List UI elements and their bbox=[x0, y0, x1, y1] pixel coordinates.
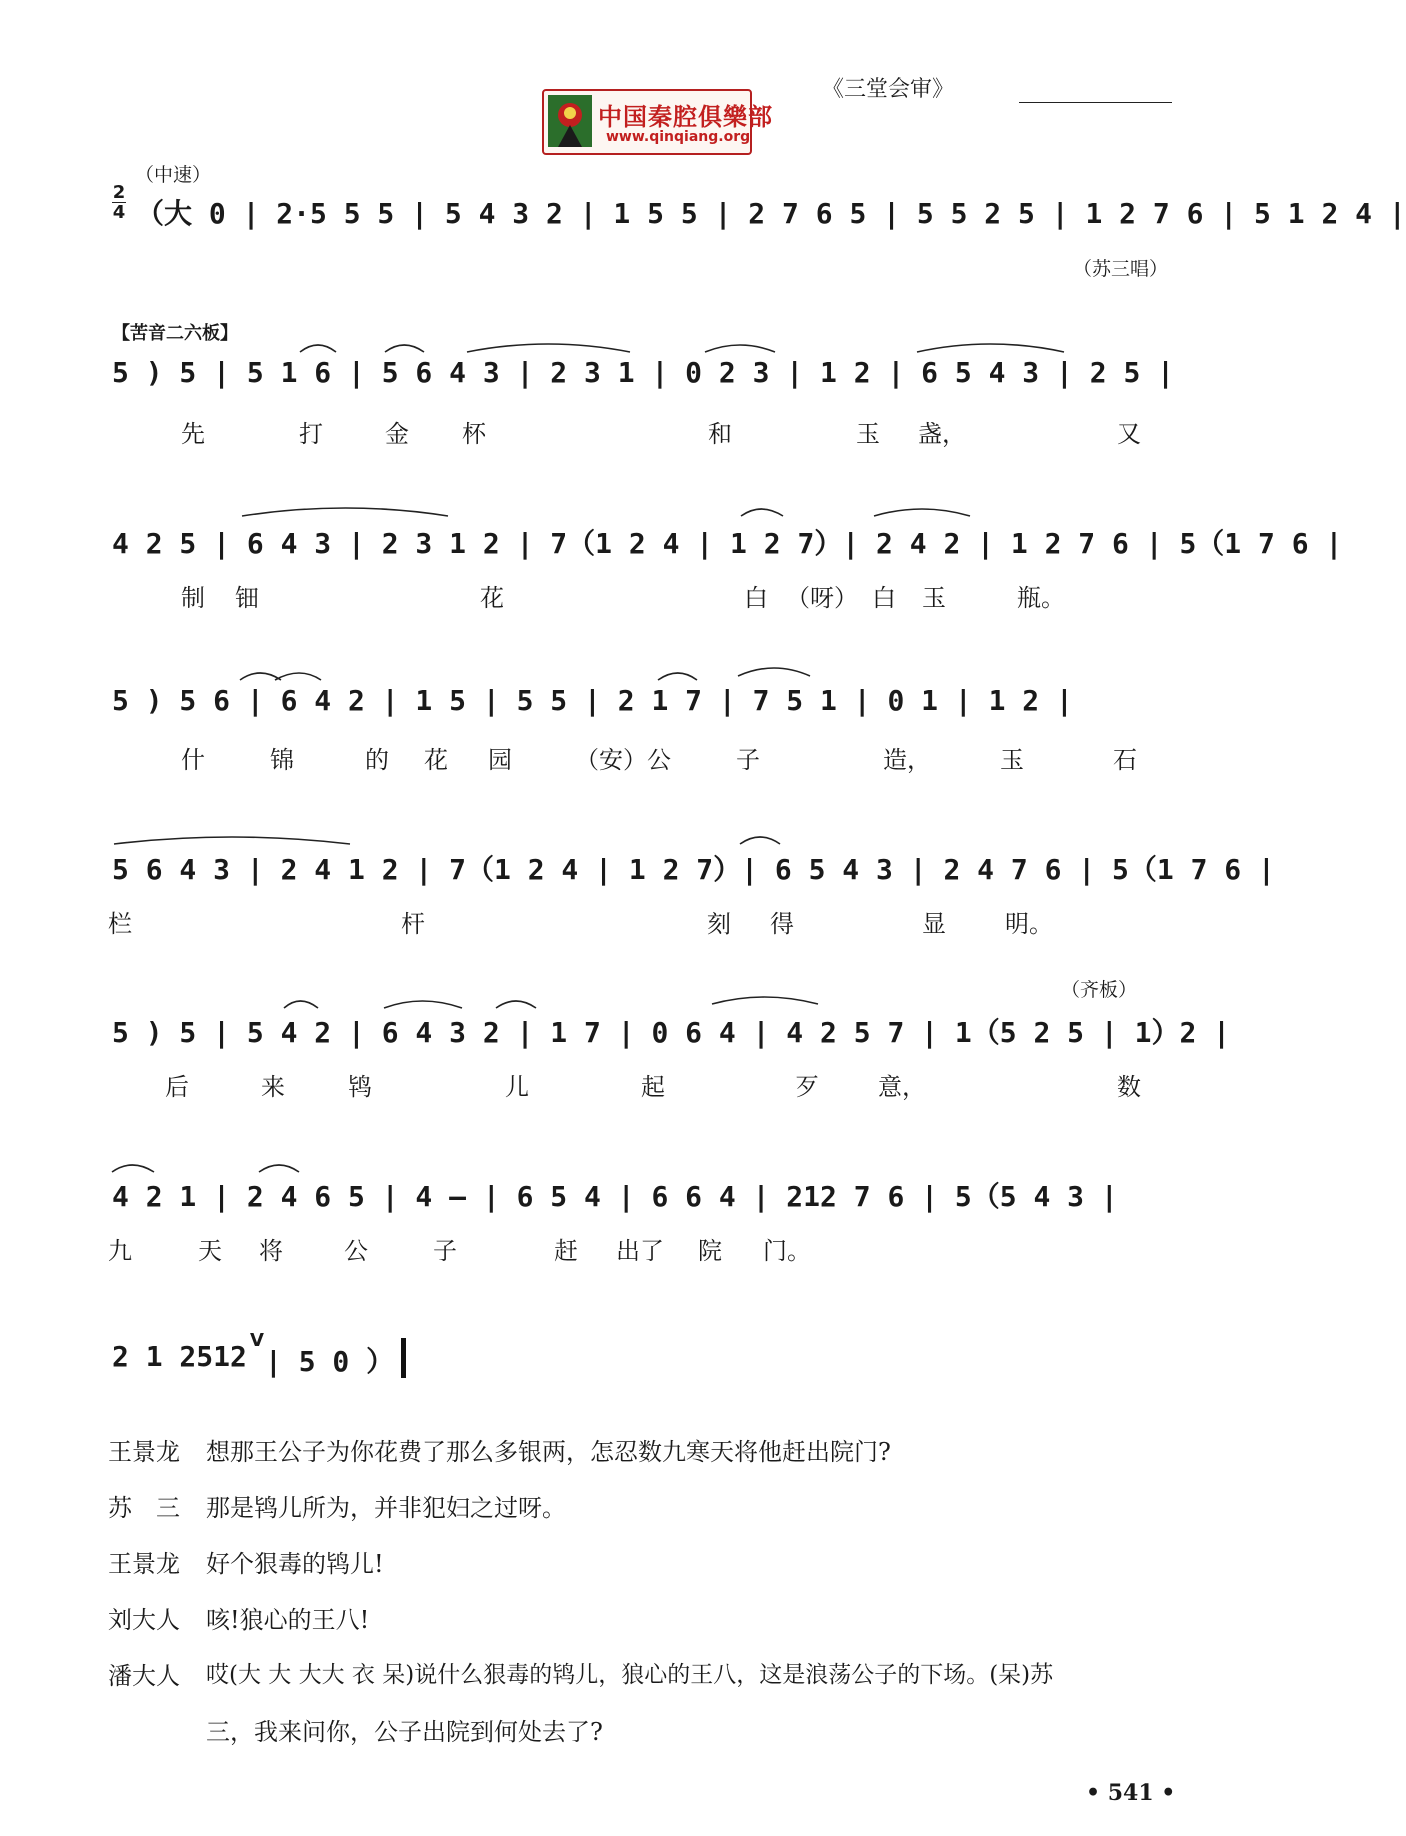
lyric-syllable: 九 bbox=[108, 1237, 132, 1265]
score-line-2: 5 ) 5 | 5 1 6 | 5 6 4 3 | 2 3 1 | 0 2 3 | 1 2 | 6 5 4 3 | 2 5 | bbox=[112, 356, 1175, 389]
lyric-syllable: 杯 bbox=[462, 420, 486, 448]
time-signature-top: 2 bbox=[112, 182, 126, 203]
lyric-syllable: 白 bbox=[744, 584, 768, 612]
lyric-syllable: 园 bbox=[488, 746, 512, 774]
lyric-syllable: 造， bbox=[883, 746, 931, 774]
lyric-syllable: 子 bbox=[736, 746, 760, 774]
dialogue-speaker: 王景龙 bbox=[108, 1438, 180, 1466]
lyric-syllable: 显 bbox=[922, 910, 946, 938]
lyric-syllable: 盏， bbox=[918, 420, 966, 448]
score-line-5: 5 6 4 3 | 2 4 1 2 | 7（1 2 4 | 1 2 7）| 6 5 4 3 | 2 4 7 6 | 5（1 7 6 | bbox=[112, 853, 1275, 886]
score-line-1: （大 0 | 2·5 5 5 | 5 4 3 2 | 1 5 5 | 2 7 6 5 | 5 5 2 5 | 1 2 7 6 | 5 1 2 4 | bbox=[136, 197, 1406, 230]
lyric-syllable: 玉 bbox=[1000, 746, 1024, 774]
lyric-syllable: 又 bbox=[1117, 420, 1141, 448]
breath-mark: V bbox=[250, 1330, 264, 1351]
score-line-8-end: | 5 0 ） bbox=[265, 1345, 395, 1378]
lyric-syllable: 明。 bbox=[1005, 910, 1053, 938]
lyric-syllable: 玉 bbox=[856, 420, 880, 448]
lyric-syllable: 得 bbox=[770, 910, 794, 938]
lyric-syllable: 先 bbox=[181, 420, 205, 448]
lyric-syllable: 栏 bbox=[108, 910, 132, 938]
lyric-syllable: 和 bbox=[708, 420, 732, 448]
lyric-syllable: 金 bbox=[385, 420, 409, 448]
lyric-syllable: 数 bbox=[1117, 1073, 1141, 1101]
logo-name: 中国秦腔俱樂部 bbox=[598, 103, 773, 131]
dialogue-line: 好个狠毒的鸨儿! bbox=[206, 1550, 384, 1578]
lyric-syllable: 公 bbox=[344, 1237, 368, 1265]
lyric-syllable: 儿 bbox=[505, 1073, 529, 1101]
lyric-syllable: 石 bbox=[1113, 746, 1137, 774]
lyric-syllable: 歹 bbox=[795, 1073, 819, 1101]
lyric-syllable: 钿 bbox=[235, 584, 259, 612]
qiban-cue: （齐板） bbox=[1061, 979, 1138, 1001]
time-signature-bottom: 4 bbox=[112, 202, 126, 223]
lyric-syllable: 将 bbox=[259, 1237, 283, 1265]
logo-url: www.qinqiang.org bbox=[606, 129, 751, 145]
score-line-4: 5 ) 5 6 | 6 4 2 | 1 5 | 5 5 | 2 1 7 | 7 5 1 | 0 1 | 1 2 | bbox=[112, 684, 1073, 717]
dialogue-line: 哎(大 大 大大 衣 呆)说什么狠毒的鸨儿，狼心的王八，这是浪荡公子的下场。(呆)苏 bbox=[206, 1662, 1054, 1688]
section-label: 【苦音二六板】 bbox=[112, 323, 238, 344]
lyric-syllable: 瓶。 bbox=[1017, 584, 1065, 612]
lyric-syllable: 制 bbox=[181, 584, 205, 612]
lyric-syllable: 什 bbox=[181, 746, 205, 774]
lyric-syllable: （安）公 bbox=[575, 746, 671, 774]
lyric-syllable: 刻 bbox=[707, 910, 731, 938]
lyric-syllable: 鸨 bbox=[348, 1073, 372, 1101]
dialogue-speaker: 王景龙 bbox=[108, 1550, 180, 1578]
dialogue-speaker: 刘大人 bbox=[108, 1606, 180, 1634]
page-number: • 541 • bbox=[1086, 1780, 1176, 1806]
lyric-syllable: 起 bbox=[641, 1073, 665, 1101]
lyric-syllable: 子 bbox=[433, 1237, 457, 1265]
lyric-syllable: 锦 bbox=[270, 746, 294, 774]
singer-cue: （苏三唱） bbox=[1073, 258, 1169, 280]
lyric-syllable: 花 bbox=[424, 746, 448, 774]
lyric-syllable: 后 bbox=[165, 1073, 189, 1101]
score-line-3: 4 2 5 | 6 4 3 | 2 3 1 2 | 7（1 2 4 | 1 2 7）| 2 4 2 | 1 2 7 6 | 5（1 7 6 | bbox=[112, 527, 1343, 560]
lyric-syllable: 花 bbox=[480, 584, 504, 612]
lyric-syllable: 赶 bbox=[554, 1237, 578, 1265]
dialogue-line-continued: 三，我来问你，公子出院到何处去了? bbox=[206, 1718, 603, 1746]
lyric-syllable: 白 bbox=[872, 584, 896, 612]
dialogue-line: 那是鸨儿所为，并非犯妇之过呀。 bbox=[206, 1494, 566, 1522]
lyric-syllable: 意， bbox=[878, 1073, 926, 1101]
dialogue-speaker: 潘大人 bbox=[108, 1662, 180, 1690]
lyric-syllable: 的 bbox=[365, 746, 389, 774]
lyric-syllable: 出了 bbox=[616, 1237, 664, 1265]
lyric-syllable: 来 bbox=[261, 1073, 285, 1101]
play-title: 《三堂会审》 bbox=[821, 77, 954, 102]
dialogue-speaker: 苏 三 bbox=[108, 1494, 180, 1522]
lyric-syllable: 玉 bbox=[922, 584, 946, 612]
tempo-marking: （中速） bbox=[135, 164, 212, 186]
lyric-syllable: 院 bbox=[698, 1237, 722, 1265]
lyric-syllable: 杆 bbox=[401, 910, 425, 938]
score-line-8: 2 1 2512 bbox=[112, 1340, 247, 1373]
dialogue-line: 咳!狼心的王八! bbox=[206, 1606, 370, 1634]
lyric-syllable: 门。 bbox=[763, 1237, 811, 1265]
dialogue-line: 想那王公子为你花费了那么多银两，怎忍数九寒天将他赶出院门? bbox=[206, 1438, 891, 1466]
score-line-6: 5 ) 5 | 5 4 2 | 6 4 3 2 | 1 7 | 0 6 4 | 4 2 5 7 | 1（5 2 5 | 1）2 | bbox=[112, 1016, 1231, 1049]
score-line-7: 4 2 1 | 2 4 6 5 | 4 – | 6 5 4 | 6 6 4 | 212 7 6 | 5（5 4 3 | bbox=[112, 1180, 1118, 1213]
lyric-syllable: 打 bbox=[299, 420, 323, 448]
lyric-syllable: （呀） bbox=[786, 584, 858, 612]
lyric-syllable: 天 bbox=[198, 1237, 222, 1265]
